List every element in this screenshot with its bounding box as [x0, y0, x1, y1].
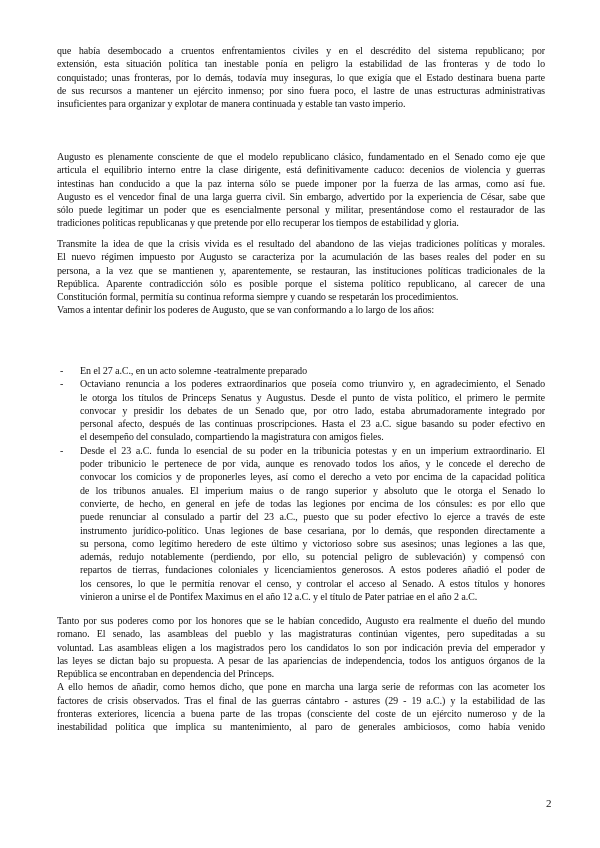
bullet-dash: - — [60, 445, 64, 457]
bullet-dash: - — [60, 379, 64, 391]
text-line: Desde el 23 a.C. funda lo esencial de su poder en la tribunicia potestas y en un imperium extraordinario. El — [80, 445, 545, 457]
text-line: Constitución formal, permitía su continua reforma siempre y cuando se respetarán los procedimientos. — [57, 292, 459, 304]
text-line: República se encontraban en dependencia del Princeps. — [57, 669, 275, 681]
text-block — [57, 45, 545, 111]
text-line: conquistado; unas fronteras, por lo demás, todavía muy inseguras, lo que exigía que el Estado destinara buena parte — [57, 72, 545, 84]
text-line: Augusto es el vencedor final de una larga guerra civil. Sin embargo, advertido por la experiencia de César, sabe que — [57, 191, 545, 203]
text-block — [57, 615, 545, 681]
list-item — [57, 378, 545, 444]
bullet-list — [57, 365, 545, 604]
page-number: 2 — [546, 798, 552, 810]
list-item — [57, 445, 545, 605]
text-block — [57, 151, 545, 231]
text-line: de sus recursos a mantener un ejército inmenso; por sino fuera poco, el lastre de unas estructuras administrativas — [57, 85, 545, 97]
paragraph — [57, 45, 545, 111]
text-block — [57, 681, 545, 734]
text-line: intestinas han conducido a que la paz interna sólo se puede imponer por la fuerza de las armas, como así fue. — [57, 178, 545, 190]
text-line: Transmite la idea de que la crisis vivida es el resultado del abandono de las viejas tradiciones políticas y morales. — [57, 239, 545, 250]
text-line: instrumento jurídico-político. Unas legiones de base cesariana, por lo demás, que responden directamente a — [80, 525, 545, 537]
text-line: romano. El senado, las asambleas del pueblo y las magistraturas continúan vigentes, pero supeditadas a su — [57, 629, 545, 641]
text-line: sólo puede legitimar un poder que es esencialmente personal y militar, presentándose como el restaurador de las — [57, 205, 545, 217]
text-line: convierte, de hecho, en general en jefe de todas las legiones por encima de los cónsules: es por ello que — [80, 498, 545, 510]
text-line: inestabilidad política que implica su mantenimiento, al paro de generales ambiciosos, como había venido — [57, 722, 545, 734]
text-line: voluntad. Las asambleas eligen a los magistrados pero los candidatos lo son por indicación previa del emperador y — [57, 642, 545, 654]
text-line: le otorga los títulos de Princeps Senatus y Augustus. Desde el punto de vista político, el primero le permite — [80, 392, 545, 404]
text-line: que había desembocado a cruentos enfrentamientos civiles y en el descrédito del sistema republicano; por — [57, 46, 545, 57]
text-line: factores de crisis observados. Tras el final de las guerras cántabro - astures (29 - 19 a.C.) y la estabilidad de las — [57, 695, 545, 707]
text-line: insuficientes para organizar y explotar de manera continuada y estable tan vasto imperio. — [57, 99, 406, 111]
text-line: tradiciones políticas republicanas y que pretende por ello recuperar los tiempos de estabilidad y gloria. — [57, 218, 459, 230]
paragraph — [57, 151, 545, 231]
text-line: repartos de tierras, fundaciones coloniales y licenciamientos generosos. A estos poderes añadió el poder de — [80, 565, 545, 577]
text-line: además, redujo notablemente (perdiendo, por ello, su potencial peligro de sublevación) y compensó con — [80, 552, 545, 564]
paragraph — [57, 238, 545, 318]
text-line: las leyes se dictan bajo su propuesta. A pesar de las apariencias de independencia, todos los antiguos órganos de la — [57, 655, 545, 667]
text-line: su persona, como legítimo heredero de este último y victorioso sobre sus asesinos; unas legiones a las que, — [80, 538, 545, 550]
text-line: El nuevo régimen impuesto por Augusto se caracteriza por la acumulación de las bases reales del poder en su — [57, 252, 545, 264]
text-line: fronteras exteriores, licencia a buena parte de las tropas (consciente del coste de un ejército numeroso y de la — [57, 709, 545, 721]
text-line: extensión, esta situación política tan inestable ponía en peligro la estabilidad de las fronteras y de todo lo — [57, 59, 545, 71]
text-line: República. Aparente contradicción sólo es posible porque el sistema político republicano, al carecer de una — [57, 278, 545, 290]
text-line: vinieron a unirse el de Pontifex Maximus en el año 12 a.C. y el título de Pater patriae en el año 2 a.C. — [80, 592, 478, 604]
text-line: Augusto es plenamente consciente de que el modelo republicano clásico, fundamentado en el Senado como eje que — [57, 152, 545, 163]
text-line: articula el equilibrio interno entre la clase dirigente, está definitivamente caduco: decenios de violencia y guerras — [57, 165, 545, 177]
text-block — [57, 304, 545, 317]
text-line: convocar y presidir los debates de un Senado que, por otro lado, estaba abrumadoramente integrado por — [80, 405, 545, 417]
text-line: de los tribunos anuales. El imperium maius o de rango superior y absoluto que le otorga el Senado lo — [80, 485, 545, 497]
text-line: persona, a la vez que se mantienen y, aparentemente, se restauran, las instituciones políticas tradicionales de la — [57, 265, 545, 277]
list-item — [57, 365, 545, 378]
text-line: Vamos a intentar definir los poderes de Augusto, que se van conformando a lo largo de los años: — [57, 305, 435, 317]
text-line: En el 27 a.C., en un acto solemne -teatralmente preparado — [80, 366, 308, 377]
text-line: poder tribunicio le pertenece de por vida, aunque es renovado todos los años, y le concede el derecho de — [80, 459, 545, 471]
text-line: el desempeño del consulado, compartiendo la magistratura con amigos fieles. — [80, 432, 384, 444]
text-line: Tanto por sus poderes como por los honores que se le habían concedido, Augusto era realmente el dueño del mundo — [57, 616, 545, 627]
text-line: Octaviano renuncia a los poderes extraordinarios que poseía como triunviro y, en agradecimiento, el Senado — [80, 379, 545, 391]
text-line: convocar los comicios y de proponerles leyes, así como el derecho a veto por encima de la capacidad política — [80, 472, 545, 484]
paragraph — [57, 615, 545, 735]
text-line: personal afecto, después de las continuas proscripciones. Hasta el 23 a.C. sigue basando su poder efectivo en — [80, 419, 545, 431]
text-line: A ello hemos de añadir, como hemos dicho, que pone en marcha una larga serie de reformas con las acometer los — [57, 682, 545, 694]
text-line: los censores, lo que le permitía renovar el censo, y controlar el acceso al Senado. A estos títulos y honores — [80, 578, 545, 590]
text-line: puede renunciar al consulado a partir del 23 a.C., puesto que su poder efectivo lo ejerce a través de este — [80, 512, 545, 524]
text-block — [57, 238, 545, 304]
bullet-dash: - — [60, 366, 64, 377]
